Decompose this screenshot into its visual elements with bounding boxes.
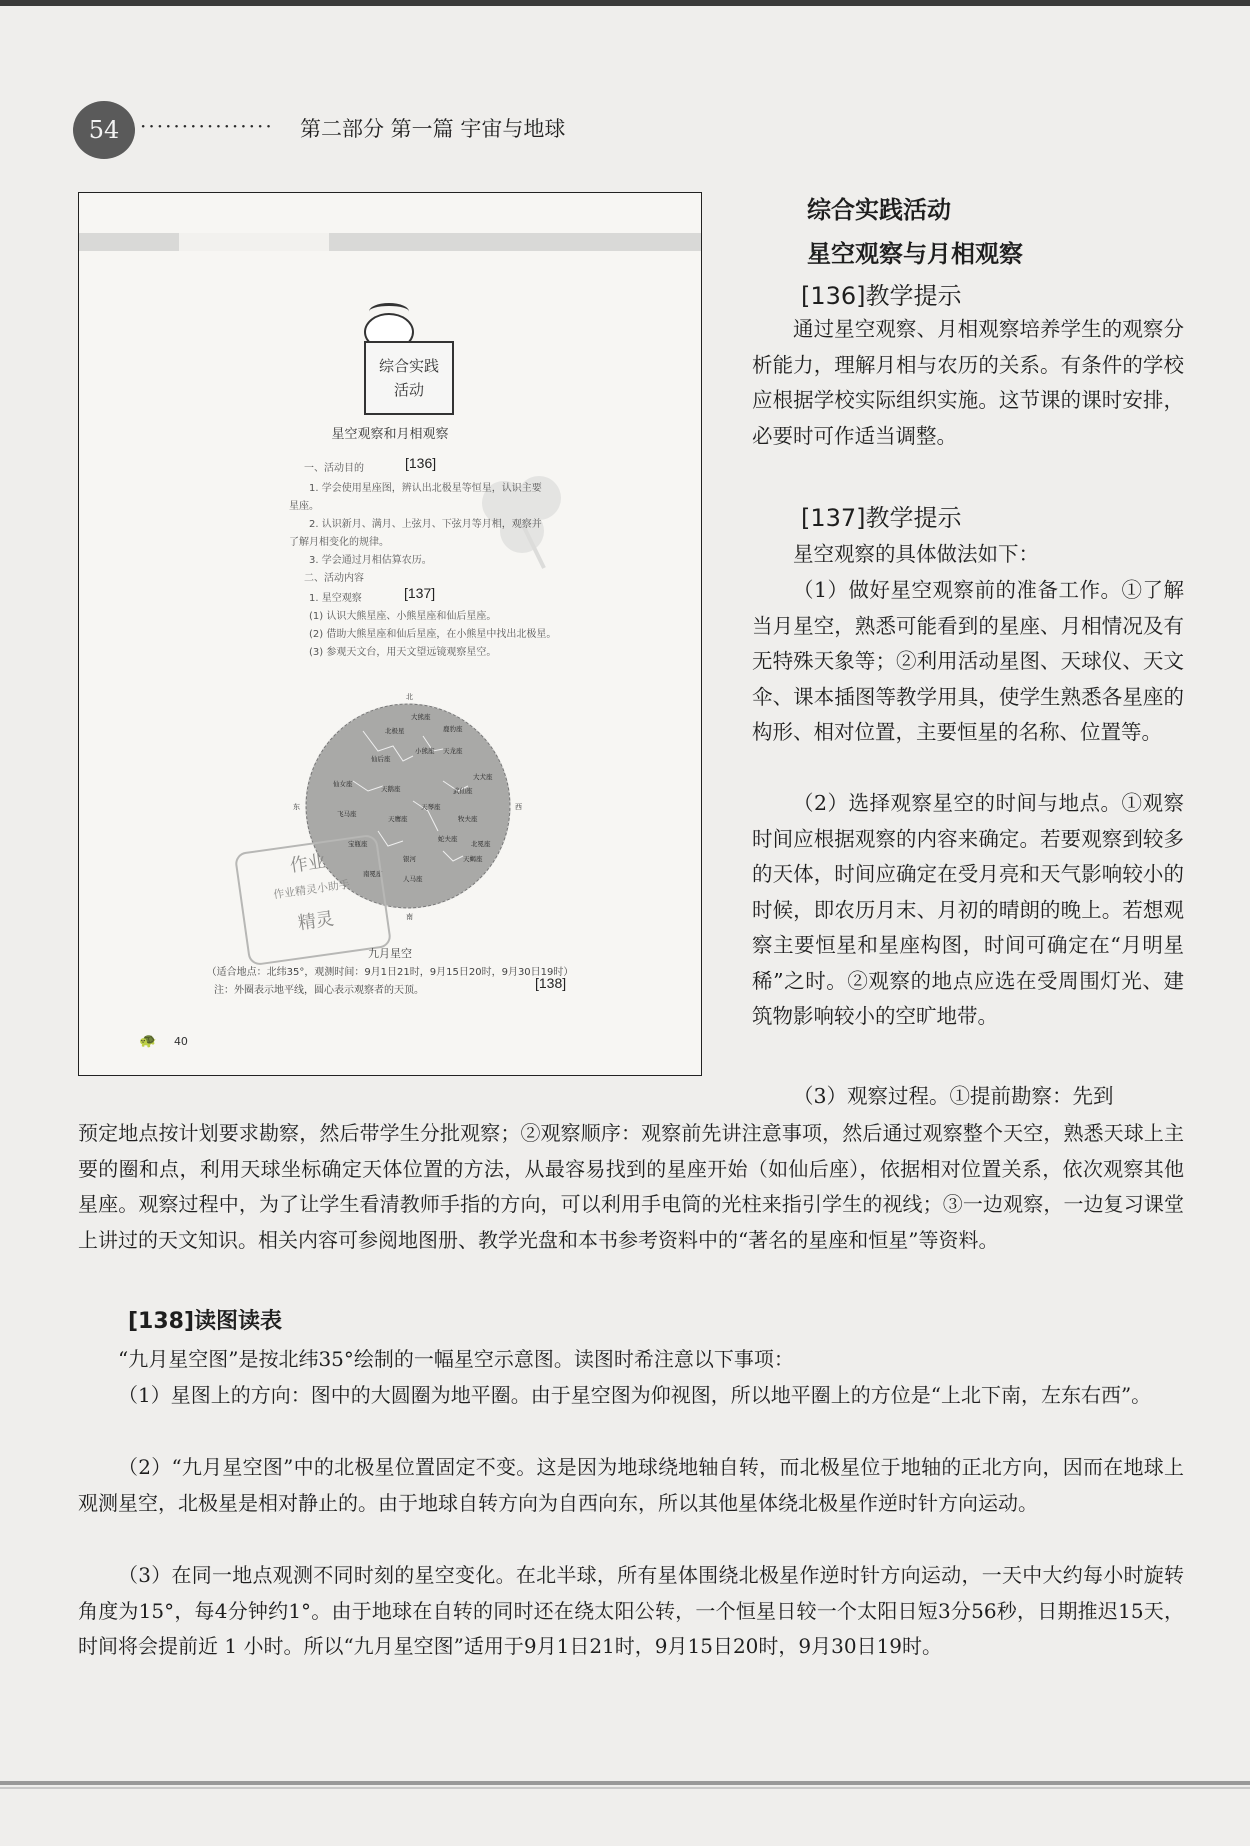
const-label: 北极星 [385, 727, 405, 735]
marker-136: [136] [405, 455, 437, 471]
figure-line: (3) 参观天文台，用天文望远镜观察星空。 [309, 647, 497, 658]
watermark-line-1: 作业 [288, 850, 328, 877]
figure-caption-title: 九月星空 [368, 947, 412, 960]
dir-west: 西 [515, 803, 522, 811]
marker-137: [137] [404, 585, 436, 601]
figure-line: 了解月相变化的规律。 [289, 537, 389, 548]
sign-line-1: 综合实践 [378, 357, 439, 375]
figure-title: 星空观察和月相观察 [331, 427, 449, 442]
const-label: 银河 [403, 855, 416, 863]
leader-dots: ················ [140, 114, 274, 138]
dir-south: 南 [406, 913, 413, 921]
tip-137-para-1: （1）做好星空观察前的准备工作。①了解当月星空，熟悉可能看到的星座、月相情况及有无特殊天象等；②利用活动星图、天球仪、天文伞、课本插图等教学用具，使学生熟悉各星座的构形、相对位置，主要恒星的名称、位置等。 [752, 578, 1184, 744]
figure-caption-line-1: （适合地点：北纬35°，观测时间：9月1日21时，9月15日20时，9月30日19时） [206, 967, 574, 978]
figure-band [79, 233, 701, 251]
activity-signboard [364, 341, 454, 415]
figure-line: (1) 认识大熊星座、小熊星座和仙后星座。 [309, 611, 497, 622]
tip-137-para-3-start: （3）观察过程。①提前勘察：先到 [793, 1084, 1114, 1108]
bottom-rule [0, 1781, 1250, 1785]
read-para-1: （1）星图上的方向：图中的大圆圈为地平圈。由于星空图为仰视图，所以地平圈上的方位是“上北下南，左东右西”。 [118, 1383, 1152, 1407]
figure-line: 1. 学会使用星座图，辨认出北极星等恒星，认识主要 [309, 483, 542, 494]
dir-north: 北 [406, 693, 413, 701]
const-label: 小熊座 [415, 747, 435, 755]
const-label: 武仙座 [453, 787, 473, 795]
marker-138: [138] [535, 975, 567, 991]
figure-band-highlight [179, 233, 329, 251]
read-para-3: （3）在同一地点观测不同时刻的星空变化。在北半球，所有星体围绕北极星作逆时针方向运动，一天中大约每小时旋转角度为15°，每4分钟约1°。由于地球在自转的同时还在绕太阳公转，一个恒星日较一个太阳日短3分56秒，日期推迟15天，时间将会提前近 1 小时。所以“九月星空图”适用于9月1日21时，9月15日20时，9月30日19时。 [78, 1563, 1184, 1658]
top-rule [0, 0, 1250, 6]
figure-line: 1. 星空观察 [309, 593, 362, 604]
read-map-heading: [138]读图读表 [128, 1309, 283, 1334]
const-label: 天龙座 [443, 747, 463, 755]
read-intro: “九月星空图”是按北纬35°绘制的一幅星空示意图。读图时希注意以下事项： [118, 1347, 794, 1371]
tip-137-intro: 星空观察的具体做法如下： [793, 542, 1039, 566]
figure-line: 一、活动目的 [304, 463, 364, 474]
tip-136-text: 通过星空观察、月相观察培养学生的观察分析能力，理解月相与农历的关系。有条件的学校应根据学校实际组织实施。这节课的课时安排，必要时可作适当调整。 [752, 317, 1184, 448]
tip-137-heading: [137]教学提示 [801, 504, 962, 532]
sign-line-2: 活动 [393, 381, 424, 399]
figure-footer [139, 1033, 188, 1049]
tip-136-heading: [136]教学提示 [801, 282, 962, 310]
dir-east: 东 [293, 803, 300, 811]
watermark-line-3: 精灵 [296, 908, 336, 935]
turtle-icon: 🐢 [139, 1033, 157, 1049]
bottom-rule-thin [0, 1787, 1250, 1789]
const-label: 牧夫座 [458, 815, 478, 823]
const-label: 飞马座 [337, 810, 357, 818]
const-label: 天蝎座 [463, 855, 483, 863]
textbook-figure [78, 192, 702, 1076]
activity-heading: 综合实践活动 [807, 196, 951, 224]
const-label: 仙女座 [333, 780, 353, 788]
page-number-badge: 54 [73, 101, 135, 159]
read-para-2: （2）“九月星空图”中的北极星位置固定不变。这是因为地球绕地轴自转，而北极星位于地轴的正北方向，因而在地球上观测星空，北极星是相对静止的。由于地球自转方向为自西向东，所以其他星体绕北极星作逆时针方向运动。 [78, 1455, 1184, 1515]
const-label: 仙后座 [371, 755, 391, 763]
figure-line: 2. 认识新月、满月、上弦月、下弦月等月相，观察并 [309, 519, 542, 530]
tip-137-para-2: （2）选择观察星空的时间与地点。①观察时间应根据观察的内容来确定。若要观察到较多的天体，时间应确定在受月亮和天气影响较小的时候，即农历月末、月初的晴朗的晚上。若想观察主要恒星和星座构图，时间可确定在“月明星稀”之时。②观察的地点应选在受周围灯光、建筑物影响较小的空旷地带。 [752, 791, 1184, 1028]
figure-footer-page: 40 [173, 1035, 188, 1048]
watermark-line-2: 作业精灵小助手 [272, 877, 351, 902]
const-label: 人马座 [403, 875, 423, 883]
const-label: 天琴座 [421, 803, 441, 811]
const-label: 蛇夫座 [438, 835, 458, 843]
running-title: 第二部分 第一篇 宇宙与地球 [300, 117, 566, 141]
const-label: 大犬座 [473, 773, 493, 781]
figure-line: (2) 借助大熊星座和仙后星座，在小熊星中找出北极星。 [309, 629, 557, 640]
figure-line: 二、活动内容 [304, 573, 364, 584]
const-label: 宝瓶座 [348, 840, 368, 848]
const-label: 南冕座 [363, 870, 383, 878]
tip-137-para-3-rest: 预定地点按计划要求勘察，然后带学生分批观察；②观察顺序：观察前先讲注意事项，然后通过观察整个天空，熟悉天球上主要的圈和点，利用天球坐标确定天体位置的方法，从最容易找到的星座开始（如仙后座），依据相对位置关系，依次观察其他星座。观察过程中，为了让学生看清教师手指的方向，可以利用手电筒的光柱来指引学生的视线；③一边观察，一边复习课堂上讲过的天文知识。相关内容可参阅地图册、教学光盘和本书参考资料中的“著名的星座和恒星”等资料。 [78, 1121, 1184, 1252]
const-label: 天鹅座 [381, 785, 401, 793]
const-label: 天鹰座 [388, 815, 408, 823]
activity-subheading: 星空观察与月相观察 [807, 240, 1023, 268]
const-label: 北冕座 [471, 840, 491, 848]
const-label: 大熊座 [411, 713, 431, 721]
figure-caption-line-2: 注：外圈表示地平线，圆心表示观察者的天顶。 [214, 985, 424, 996]
figure-line: 星座。 [289, 501, 319, 512]
const-label: 鹿豹座 [443, 725, 463, 733]
figure-line: 3. 学会通过月相估算农历。 [309, 555, 432, 566]
